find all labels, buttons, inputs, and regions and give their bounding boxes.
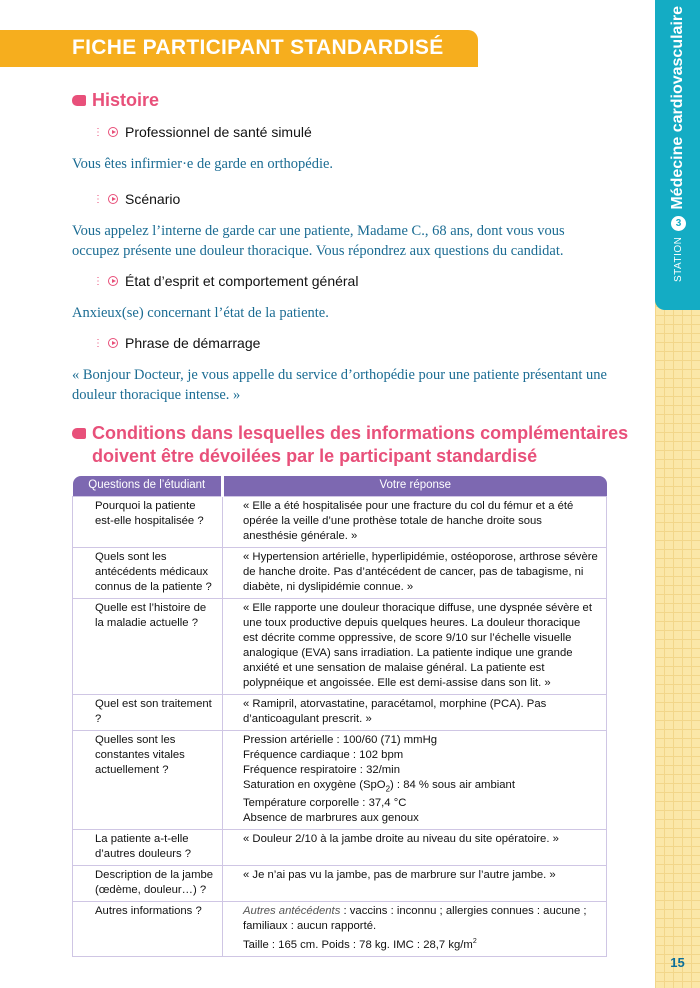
section-title: Médecine cardiovasculaire	[668, 5, 686, 210]
question-cell: Quelles sont les constantes vitales actuellement ?	[73, 730, 223, 829]
subheading	[93, 335, 260, 351]
play-icon	[108, 194, 118, 204]
vital-text: Saturation en oxygène (SpO	[243, 778, 386, 791]
vital-line: Absence de marbrures aux genoux	[243, 811, 419, 824]
questions-table	[72, 476, 607, 957]
station-number: 3	[670, 216, 685, 231]
question-cell: Quelle est l’histoire de la maladie actuelle ?	[73, 598, 223, 694]
bullet-icon	[72, 428, 86, 439]
question-cell: Autres informations ?	[73, 901, 223, 956]
table-row	[73, 730, 607, 829]
table-row	[73, 694, 607, 730]
answer-cell: « Ramipril, atorvastatine, paracétamol, morphine (PCA). Pas d’anticoagulant prescrit. »	[223, 694, 607, 730]
table-row	[73, 901, 607, 956]
vital-text: ) : 84 % sous air ambiant	[390, 778, 515, 791]
vital-line: Fréquence respiratoire : 32/min	[243, 763, 400, 776]
play-icon	[108, 276, 118, 286]
vital-line: Fréquence cardiaque : 102 bpm	[243, 748, 404, 761]
answer-cell	[223, 901, 607, 956]
answer-text: : vaccins : inconnu ; allergies connues : aucune ; familiaux : aucun rapporté.	[243, 904, 587, 932]
question-cell: La patiente a-t-elle d’autres douleurs ?	[73, 829, 223, 865]
header-response: Votre réponse	[223, 476, 607, 496]
conditions-heading	[72, 422, 647, 468]
answer-cell	[223, 730, 607, 829]
table-row	[73, 598, 607, 694]
heading-text: Conditions dans lesquelles des informations complémentaires doivent être dévoilées par le participant standardisé	[92, 423, 629, 466]
dots-icon: ⋮	[93, 337, 102, 349]
table-row	[73, 829, 607, 865]
table-row	[73, 547, 607, 598]
dots-icon: ⋮	[93, 193, 102, 205]
subheading-text: Phrase de démarrage	[125, 335, 261, 351]
body-text: Anxieux(se) concernant l’état de la patiente.	[72, 305, 329, 321]
answer-cell: « Elle a été hospitalisée pour une fracture du col du fémur et a été opérée la veille d’une prothèse totale de hanche droite sous anesthésie générale. »	[223, 496, 607, 547]
page-number: 15	[670, 955, 685, 970]
subheading	[93, 124, 312, 140]
table-header	[73, 476, 607, 496]
subscript: 2	[385, 783, 391, 793]
vital-line: Pression artérielle : 100/60 (71) mmHg	[243, 733, 438, 746]
answer-cell: « Je n’ai pas vu la jambe, pas de marbrure sur l’autre jambe. »	[223, 865, 607, 901]
italic-label: Autres antécédents	[243, 904, 341, 917]
vital-line: Température corporelle : 37,4 °C	[243, 796, 407, 809]
answer-text: Taille : 165 cm. Poids : 78 kg. IMC : 28,7 kg/m	[243, 938, 473, 951]
conditions-section	[72, 422, 647, 957]
table-row	[73, 496, 607, 547]
question-cell: Quel est son traitement ?	[73, 694, 223, 730]
body-text: Vous appelez l’interne de garde car une patiente, Madame C., 68 ans, dont vous vous occupez présente une douleur thoracique. Vous répondrez aux questions du candidat.	[72, 223, 565, 259]
table-row	[73, 865, 607, 901]
dots-icon: ⋮	[93, 275, 102, 287]
vital-line	[243, 778, 598, 796]
answer-cell: « Elle rapporte une douleur thoracique diffuse, une dyspnée sévère et une toux productive depuis quelques heures. La douleur thoracique est décrite comme oppressive, de score 9/10 sur l’échelle visuelle analogique (EVA) sans irradiation. La patiente indique une grande anxiété et une sensation de malaise général. La patiente est polypnéique et angoissée. Elle est demi-assise dans son lit. »	[223, 598, 607, 694]
subheading-text: Professionnel de santé simulé	[125, 124, 312, 140]
histoire-heading	[72, 89, 159, 112]
dots-icon: ⋮	[93, 126, 102, 138]
subheading	[93, 191, 180, 207]
body-text: Vous êtes infirmier·e de garde en orthopédie.	[72, 156, 334, 172]
subheading-text: État d’esprit et comportement général	[125, 273, 359, 289]
answer-cell: « Douleur 2/10 à la jambe droite au niveau du site opératoire. »	[223, 829, 607, 865]
play-icon	[108, 127, 118, 137]
question-cell: Pourquoi la patiente est-elle hospitalisée ?	[73, 496, 223, 547]
station-tab-label	[655, 0, 700, 300]
question-cell: Quels sont les antécédents médicaux connus de la patiente ?	[73, 547, 223, 598]
subheading-text: Scénario	[125, 191, 181, 207]
page-banner	[0, 30, 478, 67]
bullet-icon	[72, 95, 86, 106]
answer-cell: « Hypertension artérielle, hyperlipidémie, ostéoporose, arthrose sévère de hanche droite. Pas d’antécédent de cancer, pas de tabagisme, ni diabète, ni dyslipidémie connue. »	[223, 547, 607, 598]
body-text: « Bonjour Docteur, je vous appelle du service d’orthopédie pour une patiente présentant une douleur thoracique intense. »	[72, 367, 607, 403]
heading-text: Histoire	[92, 90, 160, 110]
header-questions: Questions de l’étudiant	[73, 476, 223, 496]
play-icon	[108, 338, 118, 348]
question-cell: Description de la jambe (œdème, douleur…) ?	[73, 865, 223, 901]
station-label: STATION	[672, 236, 683, 282]
subheading	[93, 273, 358, 289]
superscript: 2	[472, 937, 477, 945]
page-title: FICHE PARTICIPANT STANDARDISÉ	[72, 36, 444, 59]
